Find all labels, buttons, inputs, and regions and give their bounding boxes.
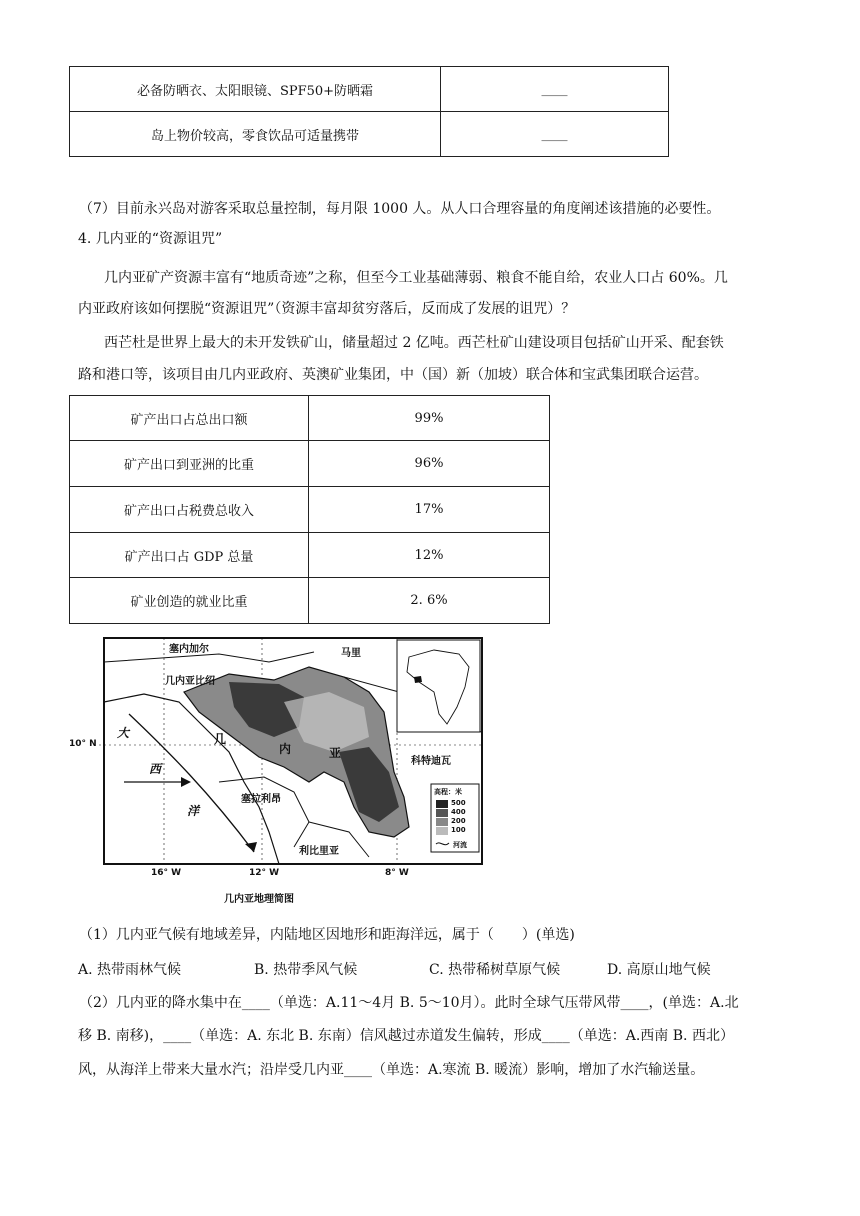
option-c: C. 热带稀树草原气候 <box>429 962 561 978</box>
table-row <box>70 67 669 112</box>
table-row <box>70 533 550 578</box>
table-row <box>70 578 550 624</box>
stat-label: 矿产出口占总出口额 <box>70 396 309 441</box>
stat-value: 17% <box>309 487 550 533</box>
map-caption: 几内亚地理简图 <box>224 894 294 905</box>
stat-label: 矿产出口占税费总收入 <box>70 487 309 533</box>
stat-label: 矿业创造的就业比重 <box>70 578 309 624</box>
label-guinea-bissau: 几内亚比绍 <box>165 676 215 687</box>
label-ocean-1: 大 <box>117 726 130 740</box>
stat-value: 2. 6% <box>309 578 550 624</box>
label-ocean-2: 西 <box>149 762 162 776</box>
label-ocean-3: 洋 <box>187 804 200 818</box>
table-row <box>70 396 550 441</box>
section-heading: 4. 几内亚的“资源诅咒” <box>78 231 223 247</box>
latitude-label: 10° N <box>69 739 97 749</box>
stat-label: 矿产出口到亚洲的比重 <box>70 441 309 487</box>
table-row <box>70 441 550 487</box>
stat-value: 96% <box>309 441 550 487</box>
question-2-line: （2）几内亚的降水集中在____（单选：A.11～4月 B. 5～10月）。此时全球气压带风带____，(单选：A.北 <box>79 995 739 1011</box>
longitude-label: 16° W <box>151 868 182 878</box>
question-2-line: 风，从海洋上带来大量水汽；沿岸受几内亚____（单选：A.寒流 B. 暖流）影响，增加了水汽输送量。 <box>78 1062 705 1078</box>
paragraph-line: 路和港口等，该项目由几内亚政府、英澳矿业集团，中（国）新（加坡）联合体和宝武集团联合运营。 <box>78 367 708 383</box>
label-senegal: 塞内加尔 <box>169 644 209 655</box>
legend-level: 100 <box>451 826 466 834</box>
legend-title: 高程：米 <box>434 788 462 796</box>
longitude-label: 12° W <box>249 868 280 878</box>
paragraph-line: 几内亚矿产资源丰富有“地质奇迹”之称，但至今工业基础薄弱、粮食不能自给，农业人口占 60%。几 <box>104 270 728 286</box>
table-cell: 岛上物价较高，零食饮品可适量携带 <box>70 112 441 157</box>
label-mali: 马里 <box>341 648 361 659</box>
stat-value: 12% <box>309 533 550 578</box>
label-liberia: 利比里亚 <box>299 846 339 857</box>
stats-table <box>69 395 550 624</box>
stat-value: 99% <box>309 396 550 441</box>
longitude-label: 8° W <box>385 868 409 878</box>
answer-blank: ____ <box>441 112 669 157</box>
label-guinea-1: 几 <box>214 732 227 746</box>
option-d: D. 高原山地气候 <box>607 962 711 978</box>
table-row <box>70 487 550 533</box>
paragraph-line: 西芒杜是世界上最大的未开发铁矿山，储量超过 2 亿吨。西芒杜矿山建设项目包括矿山开采、配套铁 <box>104 335 724 351</box>
question-1: （1）几内亚气候有地域差异，内陆地区因地形和距海洋远，属于（ ）(单选) <box>79 927 575 943</box>
label-sierra-leone: 塞拉利昂 <box>241 794 281 805</box>
table-row <box>70 112 669 157</box>
legend-level: 200 <box>451 817 466 825</box>
question-2-line: 移 B. 南移)，____（单选：A. 东北 B. 东南）信风越过赤道发生偏转，形成____（单选：A.西南 B. 西北） <box>78 1028 734 1044</box>
label-guinea-3: 亚 <box>329 746 342 760</box>
answer-blank: ____ <box>441 67 669 112</box>
legend-river: 河流 <box>453 841 467 849</box>
option-b: B. 热带季风气候 <box>254 962 358 978</box>
legend-level: 500 <box>451 799 466 807</box>
option-a: A. 热带雨林气候 <box>78 962 182 978</box>
label-cote-divoire: 科特迪瓦 <box>411 756 451 767</box>
guinea-map <box>69 632 489 912</box>
stat-label: 矿产出口占 GDP 总量 <box>70 533 309 578</box>
paragraph-line: 内亚政府该如何摆脱“资源诅咒”（资源丰富却贫穷落后，反而成了发展的诅咒）？ <box>78 301 576 317</box>
label-guinea-2: 内 <box>279 742 292 756</box>
table-cell: 必备防晒衣、太阳眼镜、SPF50+防晒霜 <box>70 67 441 112</box>
question-7: （7）目前永兴岛对游客采取总量控制，每月限 1000 人。从人口合理容量的角度阐述该措施的必要性。 <box>79 201 721 217</box>
legend-level: 400 <box>451 808 466 816</box>
top-table <box>69 66 669 157</box>
